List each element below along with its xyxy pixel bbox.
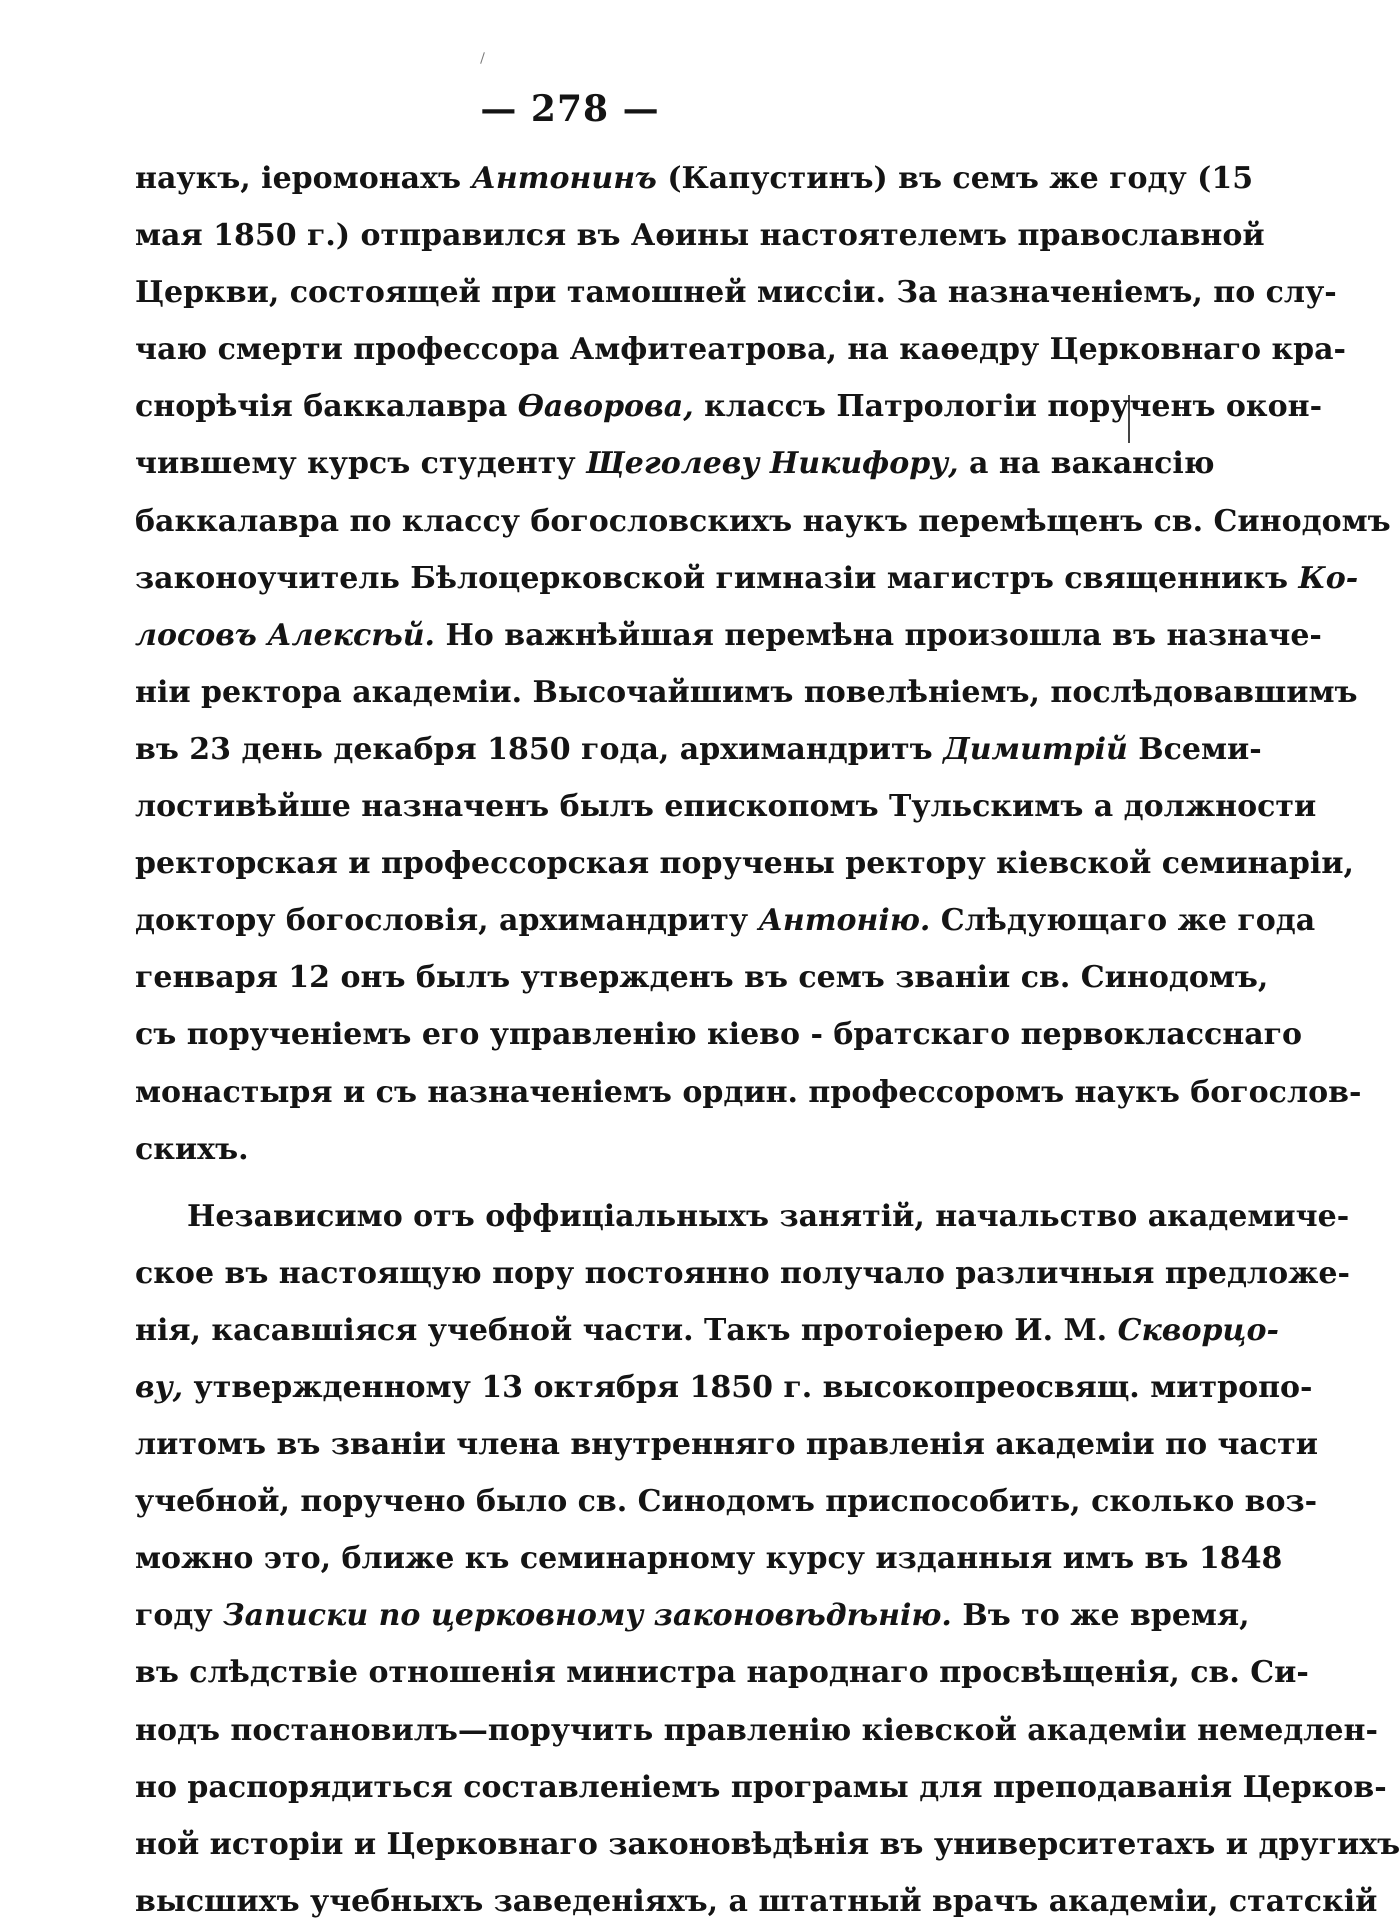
text-line <box>135 1302 1279 1359</box>
text-line <box>135 1245 1350 1302</box>
text-run: утвержденному 13 октября 1850 г. высокопреосвящ. митропо- <box>183 1369 1313 1405</box>
text-run: но распорядиться составленіемъ програмы для преподаванія Церков- <box>135 1769 1387 1805</box>
text-run: лостивѣйше назначенъ былъ епископомъ Тульскимъ а должности <box>135 789 1317 825</box>
text-line <box>135 321 1346 378</box>
text-line <box>135 607 1322 664</box>
text-line <box>135 1188 1350 1245</box>
text-run: чившему курсъ студенту <box>135 446 586 482</box>
text-line <box>135 550 1359 607</box>
italic-name: Ко- <box>1298 560 1359 596</box>
text-line <box>135 778 1317 835</box>
text-line <box>135 378 1323 435</box>
text-line <box>135 435 1215 492</box>
text-line <box>135 1416 1319 1473</box>
text-line <box>135 1816 1400 1873</box>
text-run: въ слѣдствіе отношенія министра народнаго просвѣщенія, св. Си- <box>135 1655 1309 1691</box>
text-line <box>135 1006 1303 1063</box>
stray-ink-mark <box>480 52 485 64</box>
text-run: монастыря и съ назначеніемъ ордин. профессоромъ наукъ богослов- <box>135 1074 1362 1110</box>
text-line <box>135 264 1337 321</box>
text-run: классъ Патрологіи порученъ окон- <box>693 389 1323 425</box>
text-line <box>135 892 1316 949</box>
text-line <box>135 949 1269 1006</box>
italic-name: Щеголеву Никифору, <box>586 446 959 482</box>
body-text <box>135 150 1400 1930</box>
page-number: — 278 — <box>480 88 660 130</box>
text-run: ректорская и профессорская поручены ректору кіевской семинаріи, <box>135 846 1354 882</box>
italic-name: ву, <box>135 1369 184 1405</box>
text-line <box>135 1473 1318 1530</box>
text-run: нія, касавшіяся учебной части. Такъ протоіерею И. М. <box>135 1312 1118 1348</box>
italic-name: Скворцо- <box>1117 1312 1279 1348</box>
text-line <box>135 1873 1378 1930</box>
text-run: ной исторіи и Церковнаго законовѣдѣнія въ университетахъ и другихъ <box>135 1826 1400 1862</box>
text-run: законоучитель Бѣлоцерковской гимназіи магистръ священникъ <box>135 560 1299 596</box>
italic-name: Ѳаворова, <box>517 389 694 425</box>
text-run: учебной, поручено было св. Синодомъ приспособить, сколько воз- <box>135 1484 1318 1520</box>
text-run: Всеми- <box>1127 731 1262 767</box>
text-run: высшихъ учебныхъ заведеніяхъ, а штатный врачъ академіи, статскій <box>135 1883 1378 1919</box>
text-run: можно это, ближе къ семинарному курсу изданныя имъ въ 1848 <box>135 1541 1283 1577</box>
text-line <box>135 835 1354 892</box>
text-run: чаю смерти профессора Амфитеатрова, на каѳедру Церковнаго кра- <box>135 332 1346 368</box>
italic-name: Записки по церковному законовѣдѣнію. <box>223 1598 952 1634</box>
text-run: въ 23 день декабря 1850 года, архимандритъ <box>135 731 944 767</box>
text-line <box>135 721 1262 778</box>
text-run: Церкви, состоящей при тамошней миссіи. За назначеніемъ, по слу- <box>135 275 1337 311</box>
text-line <box>135 664 1358 721</box>
text-run: Слѣдующаго же года <box>930 903 1316 939</box>
text-line <box>135 207 1265 264</box>
text-run: съ порученіемъ его управленію кіево - братскаго первокласснаго <box>135 1017 1303 1053</box>
text-line <box>135 1121 1033 1178</box>
text-run: Но важнѣйшая перемѣна произошла въ назначе- <box>435 617 1322 653</box>
italic-name: Димитрій <box>943 731 1128 767</box>
text-run: (Капустинъ) въ семъ же году (15 <box>656 161 1254 196</box>
text-line <box>135 150 1254 207</box>
text-run: литомъ въ званіи члена внутренняго правленія академіи по части <box>135 1427 1319 1463</box>
text-line <box>135 1530 1283 1587</box>
text-line <box>135 1644 1309 1701</box>
text-line <box>135 1064 1362 1121</box>
text-run: Въ то же время, <box>951 1598 1250 1634</box>
text-line <box>135 1359 1313 1416</box>
text-run: мая 1850 г.) отправился въ Аѳины настоятелемъ православной <box>135 218 1265 254</box>
text-run: наукъ, іеромонахъ <box>135 161 472 196</box>
text-run: ніи ректора академіи. Высочайшимъ повелѣніемъ, послѣдовавшимъ <box>135 674 1358 710</box>
text-line <box>135 493 1391 550</box>
text-run: году <box>135 1598 224 1634</box>
text-run: а на вакансію <box>958 446 1215 482</box>
text-run: генваря 12 онъ былъ утвержденъ въ семъ званіи св. Синодомъ, <box>135 960 1269 996</box>
text-line <box>135 1702 1378 1759</box>
italic-name: лосовъ Алексѣй. <box>135 617 435 653</box>
text-run: Независимо отъ оффиціальныхъ занятій, начальство академиче- <box>187 1198 1350 1234</box>
text-run: баккалавра по классу богословскихъ наукъ перемѣщенъ св. Синодомъ <box>135 503 1391 539</box>
text-run: скихъ. <box>135 1131 249 1167</box>
text-run: ское въ настоящую пору постоянно получало различныя предложе- <box>135 1255 1350 1291</box>
text-run: снорѣчія баккалавра <box>135 389 518 425</box>
text-run: нодъ постановилъ—поручить правленію кіевской академіи немедлен- <box>135 1712 1378 1748</box>
italic-name: Антонинъ <box>471 161 657 196</box>
italic-name: Антонію. <box>758 903 931 939</box>
text-run: доктору богословія, архимандриту <box>135 903 759 939</box>
text-line <box>135 1587 1250 1644</box>
text-line <box>135 1759 1387 1816</box>
